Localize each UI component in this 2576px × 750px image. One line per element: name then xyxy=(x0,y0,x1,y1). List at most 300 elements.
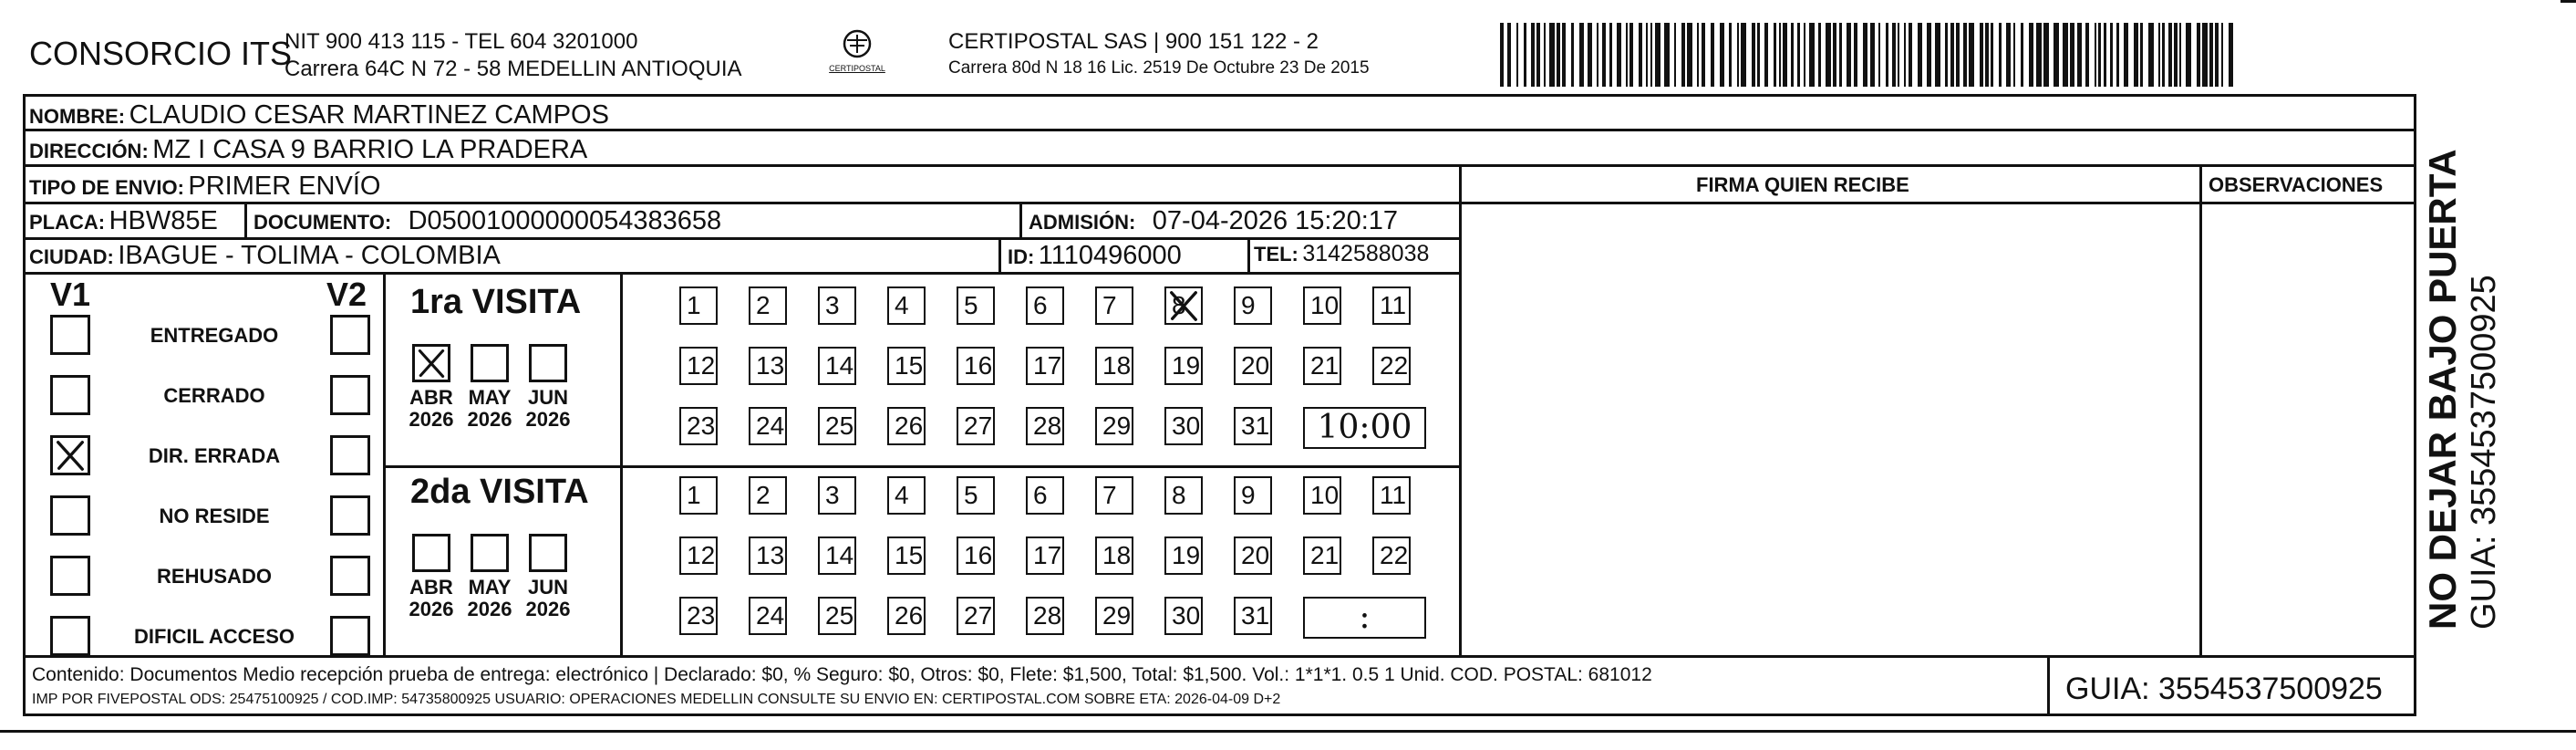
barcode-bar xyxy=(2179,23,2181,87)
barcode-bar xyxy=(1711,23,1714,87)
day-box[interactable] xyxy=(679,286,718,325)
barcode-bar xyxy=(1536,23,1540,87)
day-number: 4 xyxy=(895,291,909,319)
month-label xyxy=(407,387,456,431)
day-number: 2 xyxy=(756,481,771,509)
barcode-bar xyxy=(1985,23,1989,87)
barcode-bar xyxy=(2110,23,2113,87)
tel-row xyxy=(1254,241,1429,267)
day-box[interactable] xyxy=(1026,597,1064,635)
day-number: 31 xyxy=(1241,411,1270,440)
day-number: 8 xyxy=(1172,291,1186,319)
day-number: 9 xyxy=(1241,481,1256,509)
barcode-bar xyxy=(1757,23,1760,87)
barcode-bar xyxy=(2162,23,2165,87)
day-box[interactable] xyxy=(1372,536,1411,575)
status-v1-checkbox[interactable] xyxy=(50,495,90,536)
day-box[interactable] xyxy=(749,597,787,635)
month-year: 2026 xyxy=(409,408,454,431)
ciudad-label: CIUDAD: xyxy=(29,245,114,268)
barcode-bar xyxy=(2209,23,2213,87)
admision-label: ADMISIÓN: xyxy=(1029,211,1136,234)
status-v1-checkbox[interactable] xyxy=(50,616,90,656)
barcode-bar xyxy=(2043,23,2049,87)
day-number: 6 xyxy=(1033,291,1048,319)
day-box[interactable] xyxy=(887,476,926,515)
status-label: DIFICIL ACCESO xyxy=(133,625,295,648)
day-box[interactable] xyxy=(749,476,787,515)
day-box[interactable] xyxy=(818,347,856,385)
day-box[interactable] xyxy=(1164,476,1203,515)
barcode-bar xyxy=(1655,23,1660,87)
day-number: 31 xyxy=(1241,601,1270,630)
day-box[interactable] xyxy=(818,407,856,445)
direccion-row xyxy=(29,135,587,165)
barcode-bar xyxy=(1854,23,1857,87)
visit2-title: 2da VISITA xyxy=(410,473,589,511)
barcode-bar xyxy=(2140,23,2143,87)
day-box[interactable] xyxy=(1164,536,1203,575)
day-number: 23 xyxy=(687,601,716,630)
day-box[interactable] xyxy=(1095,536,1133,575)
day-number: 12 xyxy=(687,351,716,380)
day-number: 17 xyxy=(1033,541,1062,569)
day-box[interactable] xyxy=(1026,286,1064,325)
status-v2-checkbox[interactable] xyxy=(330,616,370,656)
month-checkbox[interactable] xyxy=(529,344,567,382)
month-year: 2026 xyxy=(467,408,512,431)
side-text xyxy=(2421,149,2504,630)
barcode-bar xyxy=(1797,23,1800,87)
barcode-bar xyxy=(2077,23,2082,87)
barcode-bar xyxy=(1791,23,1794,87)
day-number: 13 xyxy=(756,351,785,380)
day-number: 20 xyxy=(1241,351,1270,380)
status-v2-checkbox[interactable] xyxy=(330,495,370,536)
day-box[interactable] xyxy=(679,407,718,445)
day-box[interactable] xyxy=(749,286,787,325)
documento-value: D05001000000054383658 xyxy=(408,206,722,235)
day-number: 12 xyxy=(687,541,716,569)
day-number: 16 xyxy=(964,541,993,569)
barcode-bar xyxy=(1833,23,1836,87)
barcode-bar xyxy=(1847,23,1851,87)
day-number: 11 xyxy=(1380,291,1407,319)
month-year: 2026 xyxy=(525,598,571,620)
day-number: 24 xyxy=(756,411,785,440)
barcode-bar xyxy=(1783,23,1787,87)
tipo-label: TIPO DE ENVIO: xyxy=(29,176,184,199)
nombre-label: NOMBRE: xyxy=(29,105,126,128)
day-number: 7 xyxy=(1102,481,1117,509)
barcode-bar xyxy=(2197,23,2200,87)
footer-guia: GUIA: 3554537500925 xyxy=(2065,672,2383,706)
day-box[interactable] xyxy=(957,407,995,445)
barcode-bar xyxy=(1764,23,1768,87)
status-v1-checkbox[interactable] xyxy=(50,435,90,475)
barcode-bar xyxy=(2095,23,2096,87)
day-number: 4 xyxy=(895,481,909,509)
day-number: 5 xyxy=(964,481,978,509)
barcode-bar xyxy=(2221,23,2223,87)
barcode-bar xyxy=(1579,23,1584,87)
day-box[interactable] xyxy=(818,476,856,515)
barcode-bar xyxy=(1863,23,1867,87)
direccion-value: MZ I CASA 9 BARRIO LA PRADERA xyxy=(152,135,588,164)
barcode-bar xyxy=(1950,23,1954,87)
day-box[interactable] xyxy=(957,597,995,635)
nombre-row xyxy=(29,100,609,130)
month-year: 2026 xyxy=(525,408,571,431)
day-box[interactable] xyxy=(1234,347,1272,385)
barcode-bar xyxy=(2085,23,2089,87)
day-number: 16 xyxy=(964,351,993,380)
barcode-bar xyxy=(2029,23,2033,87)
day-box[interactable] xyxy=(679,476,718,515)
barcode-bar xyxy=(1963,23,1967,87)
day-box[interactable] xyxy=(749,347,787,385)
license-line: Carrera 80d N 18 16 Lic. 2519 De Octubre 23 De 2015 xyxy=(948,58,1370,78)
barcode-bar xyxy=(1602,23,1606,87)
footer-imp: IMP POR FIVEPOSTAL ODS: 25475100925 / COD.IMP: 54735800925 USUARIO: OPERACIONES MEDELLIN CONSULTE SU ENVIO EN: CERTIPOSTAL.COM SOBRE ETA: 2026-04-09 D+2 xyxy=(32,692,1281,707)
day-number: 26 xyxy=(895,601,924,630)
day-box[interactable] xyxy=(1164,286,1203,325)
barcode-bar xyxy=(2013,23,2015,87)
month-checkbox[interactable] xyxy=(471,344,509,382)
tel-label: TEL: xyxy=(1254,243,1298,266)
day-number: 2 xyxy=(756,291,771,319)
barcode-bar xyxy=(2134,23,2138,87)
day-number: 22 xyxy=(1380,351,1409,380)
day-number: 9 xyxy=(1241,291,1256,319)
day-box[interactable] xyxy=(887,347,926,385)
day-number: 10 xyxy=(1310,481,1340,509)
status-v2-checkbox[interactable] xyxy=(330,556,370,596)
day-box[interactable] xyxy=(679,347,718,385)
barcode-bar xyxy=(1639,23,1642,87)
barcode-bar xyxy=(2158,23,2160,87)
month-label xyxy=(407,577,456,620)
barcode-bar xyxy=(1737,23,1739,87)
day-number: 28 xyxy=(1033,411,1062,440)
day-number: 10 xyxy=(1310,291,1340,319)
ciudad-value: IBAGUE - TOLIMA - COLOMBIA xyxy=(118,241,501,270)
barcode-bar xyxy=(1609,23,1612,87)
barcode-bar xyxy=(1702,23,1705,87)
day-box[interactable] xyxy=(1303,286,1341,325)
barcode-bar xyxy=(1531,23,1535,87)
day-box[interactable] xyxy=(1372,347,1411,385)
month-checkbox[interactable] xyxy=(412,534,450,572)
day-box[interactable] xyxy=(1234,536,1272,575)
tipo-value: PRIMER ENVÍO xyxy=(188,172,381,201)
barcode-bar xyxy=(2229,23,2233,87)
day-box[interactable] xyxy=(679,536,718,575)
day-number: 15 xyxy=(895,351,924,380)
day-number: 27 xyxy=(964,411,993,440)
barcode-bar xyxy=(1524,23,1526,87)
month-label xyxy=(465,577,514,620)
day-number: 6 xyxy=(1033,481,1048,509)
barcode-bar xyxy=(1507,23,1511,87)
barcode-bar xyxy=(1909,23,1912,87)
day-box[interactable] xyxy=(1372,286,1411,325)
barcode-bar xyxy=(1562,23,1566,87)
id-label: ID: xyxy=(1008,245,1035,268)
barcode-bar xyxy=(1752,23,1755,87)
barcode-bar xyxy=(1878,23,1880,87)
day-box[interactable] xyxy=(1234,597,1272,635)
barcode-bar xyxy=(2036,23,2042,87)
barcode-bar xyxy=(1544,23,1546,87)
month-name: JUN xyxy=(527,576,568,599)
barcode-bar xyxy=(1650,23,1652,87)
id-row xyxy=(1008,241,1182,271)
day-number: 3 xyxy=(825,291,840,319)
status-v1-checkbox[interactable] xyxy=(50,556,90,596)
month-name: ABR xyxy=(409,576,453,599)
certipostal-logo xyxy=(825,24,889,78)
barcode-bar xyxy=(1892,23,1896,87)
barcode-bar xyxy=(1629,23,1633,87)
barcode-bar xyxy=(2104,23,2106,87)
day-box[interactable] xyxy=(887,597,926,635)
day-box[interactable] xyxy=(1026,476,1064,515)
status-v2-checkbox[interactable] xyxy=(330,435,370,475)
barcode-bar xyxy=(1741,23,1746,87)
day-number: 14 xyxy=(825,541,854,569)
day-number: 15 xyxy=(895,541,924,569)
day-box[interactable] xyxy=(957,286,995,325)
admision-value: 07-04-2026 15:20:17 xyxy=(1152,206,1399,235)
barcode-bar xyxy=(2168,23,2172,87)
time-box[interactable]: 10:00 xyxy=(1303,407,1426,449)
barcode-bar xyxy=(1991,23,1993,87)
day-box[interactable] xyxy=(1095,347,1133,385)
day-box[interactable] xyxy=(1234,476,1272,515)
day-number: 8 xyxy=(1172,481,1186,509)
barcode-bar xyxy=(1557,23,1560,87)
barcode-bar xyxy=(1779,23,1781,87)
day-number: 11 xyxy=(1380,481,1407,509)
no-dejar-warning: NO DEJAR BAJO PUERTA xyxy=(2421,149,2464,630)
ciudad-row xyxy=(29,241,501,271)
day-box[interactable] xyxy=(1164,407,1203,445)
month-checkbox[interactable] xyxy=(412,344,450,382)
day-box[interactable] xyxy=(887,286,926,325)
day-number: 13 xyxy=(756,541,785,569)
barcode-bar xyxy=(2174,23,2178,87)
barcode-bar xyxy=(1826,23,1831,87)
status-label: DIR. ERRADA xyxy=(148,444,281,467)
barcode-bar xyxy=(1687,23,1692,87)
day-box[interactable] xyxy=(957,347,995,385)
day-box[interactable] xyxy=(679,597,718,635)
month-name: ABR xyxy=(409,386,453,409)
day-number: 27 xyxy=(964,601,993,630)
day-box[interactable] xyxy=(1095,597,1133,635)
barcode-bar xyxy=(1646,23,1648,87)
day-box[interactable] xyxy=(1095,286,1133,325)
day-box[interactable] xyxy=(1095,476,1133,515)
day-number: 18 xyxy=(1102,541,1132,569)
barcode-bar xyxy=(1898,23,1899,87)
barcode-bar xyxy=(2063,23,2068,87)
barcode-bar xyxy=(2098,23,2101,87)
day-number: 7 xyxy=(1102,291,1117,319)
day-box[interactable] xyxy=(818,597,856,635)
visit1-title: 1ra VISITA xyxy=(410,283,582,321)
day-number: 28 xyxy=(1033,601,1062,630)
barcode-bar xyxy=(1697,23,1699,87)
day-number: 26 xyxy=(895,411,924,440)
form-frame xyxy=(23,94,2416,716)
day-box[interactable] xyxy=(749,536,787,575)
barcode-bar xyxy=(1571,23,1574,87)
day-box[interactable] xyxy=(1164,597,1203,635)
barcode-bar xyxy=(1870,23,1875,87)
barcode-bar xyxy=(2021,23,2023,87)
day-box[interactable] xyxy=(1095,407,1133,445)
day-number: 14 xyxy=(825,351,854,380)
day-box[interactable] xyxy=(749,407,787,445)
day-number: 21 xyxy=(1310,351,1340,380)
barcode-bar xyxy=(1935,23,1940,87)
status-v2-checkbox[interactable] xyxy=(330,315,370,355)
day-number: 18 xyxy=(1102,351,1132,380)
status-v2-checkbox[interactable] xyxy=(330,375,370,415)
month-checkbox[interactable] xyxy=(471,534,509,572)
corner-mark xyxy=(2560,0,2576,3)
status-label: REHUSADO xyxy=(157,565,272,588)
day-box[interactable] xyxy=(887,536,926,575)
barcode-bar xyxy=(2054,23,2059,87)
logo-text: CERTIPOSTAL xyxy=(829,64,885,73)
barcode-bar xyxy=(1681,23,1685,87)
day-box[interactable] xyxy=(1026,347,1064,385)
company-address: Carrera 64C N 72 - 58 MEDELLIN ANTIOQUIA xyxy=(284,57,742,81)
day-number: 30 xyxy=(1172,601,1201,630)
month-name: MAY xyxy=(468,576,512,599)
barcode-bar xyxy=(1626,23,1628,87)
barcode-bar xyxy=(2215,23,2219,87)
documento-row xyxy=(253,206,721,236)
barcode-bar xyxy=(1969,23,1974,87)
time-box[interactable]: : xyxy=(1303,597,1426,639)
month-label xyxy=(523,387,573,431)
nombre-value: CLAUDIO CESAR MARTINEZ CAMPOS xyxy=(129,100,609,130)
barcode-bar xyxy=(1674,23,1676,87)
day-number: 23 xyxy=(687,411,716,440)
day-box[interactable] xyxy=(1303,536,1341,575)
barcode-bar xyxy=(1918,23,1922,87)
month-name: JUN xyxy=(527,386,568,409)
day-box[interactable] xyxy=(1026,536,1064,575)
barcode-bar xyxy=(2186,23,2191,87)
day-number: 20 xyxy=(1241,541,1270,569)
day-number: 24 xyxy=(756,601,785,630)
admision-row xyxy=(1029,206,1398,236)
day-box[interactable] xyxy=(1303,347,1341,385)
month-year: 2026 xyxy=(409,598,454,620)
day-number: 22 xyxy=(1380,541,1409,569)
barcode-bar xyxy=(1804,23,1805,87)
day-box[interactable] xyxy=(957,476,995,515)
month-label xyxy=(523,577,573,620)
barcode-bar xyxy=(1549,23,1555,87)
day-number: 30 xyxy=(1172,411,1201,440)
barcode-bar xyxy=(1516,23,1518,87)
day-box[interactable] xyxy=(1234,286,1272,325)
month-label xyxy=(465,387,514,431)
barcode-bar xyxy=(1617,23,1621,87)
day-box[interactable] xyxy=(1234,407,1272,445)
observaciones-header: OBSERVACIONES xyxy=(2209,173,2384,196)
barcode-bar xyxy=(2070,23,2074,87)
status-label: CERRADO xyxy=(163,384,265,407)
day-box[interactable] xyxy=(1026,407,1064,445)
day-number: 29 xyxy=(1102,411,1132,440)
day-box[interactable] xyxy=(1303,476,1341,515)
day-box[interactable] xyxy=(957,536,995,575)
placa-value: HBW85E xyxy=(109,206,218,235)
day-box[interactable] xyxy=(818,536,856,575)
tel-value: 3142588038 xyxy=(1302,241,1430,266)
barcode-bar xyxy=(1809,23,1815,87)
v1-header: V1 xyxy=(50,276,91,313)
month-year: 2026 xyxy=(467,598,512,620)
month-name: MAY xyxy=(468,386,512,409)
bottom-rule xyxy=(0,730,2576,733)
placa-row xyxy=(29,206,218,236)
day-number: 5 xyxy=(964,291,978,319)
day-box[interactable] xyxy=(887,407,926,445)
day-box[interactable] xyxy=(1372,476,1411,515)
courier-line: CERTIPOSTAL SAS | 900 151 122 - 2 xyxy=(948,29,1319,54)
firma-header: FIRMA QUIEN RECIBE xyxy=(1696,173,1909,196)
day-number: 25 xyxy=(825,411,854,440)
direccion-label: DIRECCIÓN: xyxy=(29,140,149,162)
placa-label: PLACA: xyxy=(29,211,106,234)
company-name: CONSORCIO ITS xyxy=(29,35,293,72)
barcode-bar xyxy=(1774,23,1776,87)
day-number: 25 xyxy=(825,601,854,630)
day-number: 1 xyxy=(687,481,701,509)
v2-header: V2 xyxy=(326,276,367,313)
day-number: 29 xyxy=(1102,601,1132,630)
barcode-bar xyxy=(1904,23,1906,87)
day-number: 17 xyxy=(1033,351,1062,380)
tipo-row xyxy=(29,172,380,202)
barcode-bar xyxy=(2006,23,2011,87)
barcode-bar xyxy=(1980,23,1983,87)
status-v1-checkbox[interactable] xyxy=(50,315,90,355)
barcode-bar xyxy=(1956,23,1960,87)
nit-line: NIT 900 413 115 - TEL 604 3201000 xyxy=(284,29,638,54)
month-checkbox[interactable] xyxy=(529,534,567,572)
side-guia: GUIA: 3554537500925 xyxy=(2465,275,2503,630)
day-box[interactable] xyxy=(1164,347,1203,385)
status-v1-checkbox[interactable] xyxy=(50,375,90,415)
day-number: 3 xyxy=(825,481,840,509)
barcode-bar xyxy=(2148,23,2154,87)
barcode-bar xyxy=(1818,23,1821,87)
barcode-bar xyxy=(1945,23,1948,87)
day-box[interactable] xyxy=(818,286,856,325)
barcode-bar xyxy=(1597,23,1598,87)
barcode-bar xyxy=(2202,23,2208,87)
barcode-bar xyxy=(2124,23,2128,87)
